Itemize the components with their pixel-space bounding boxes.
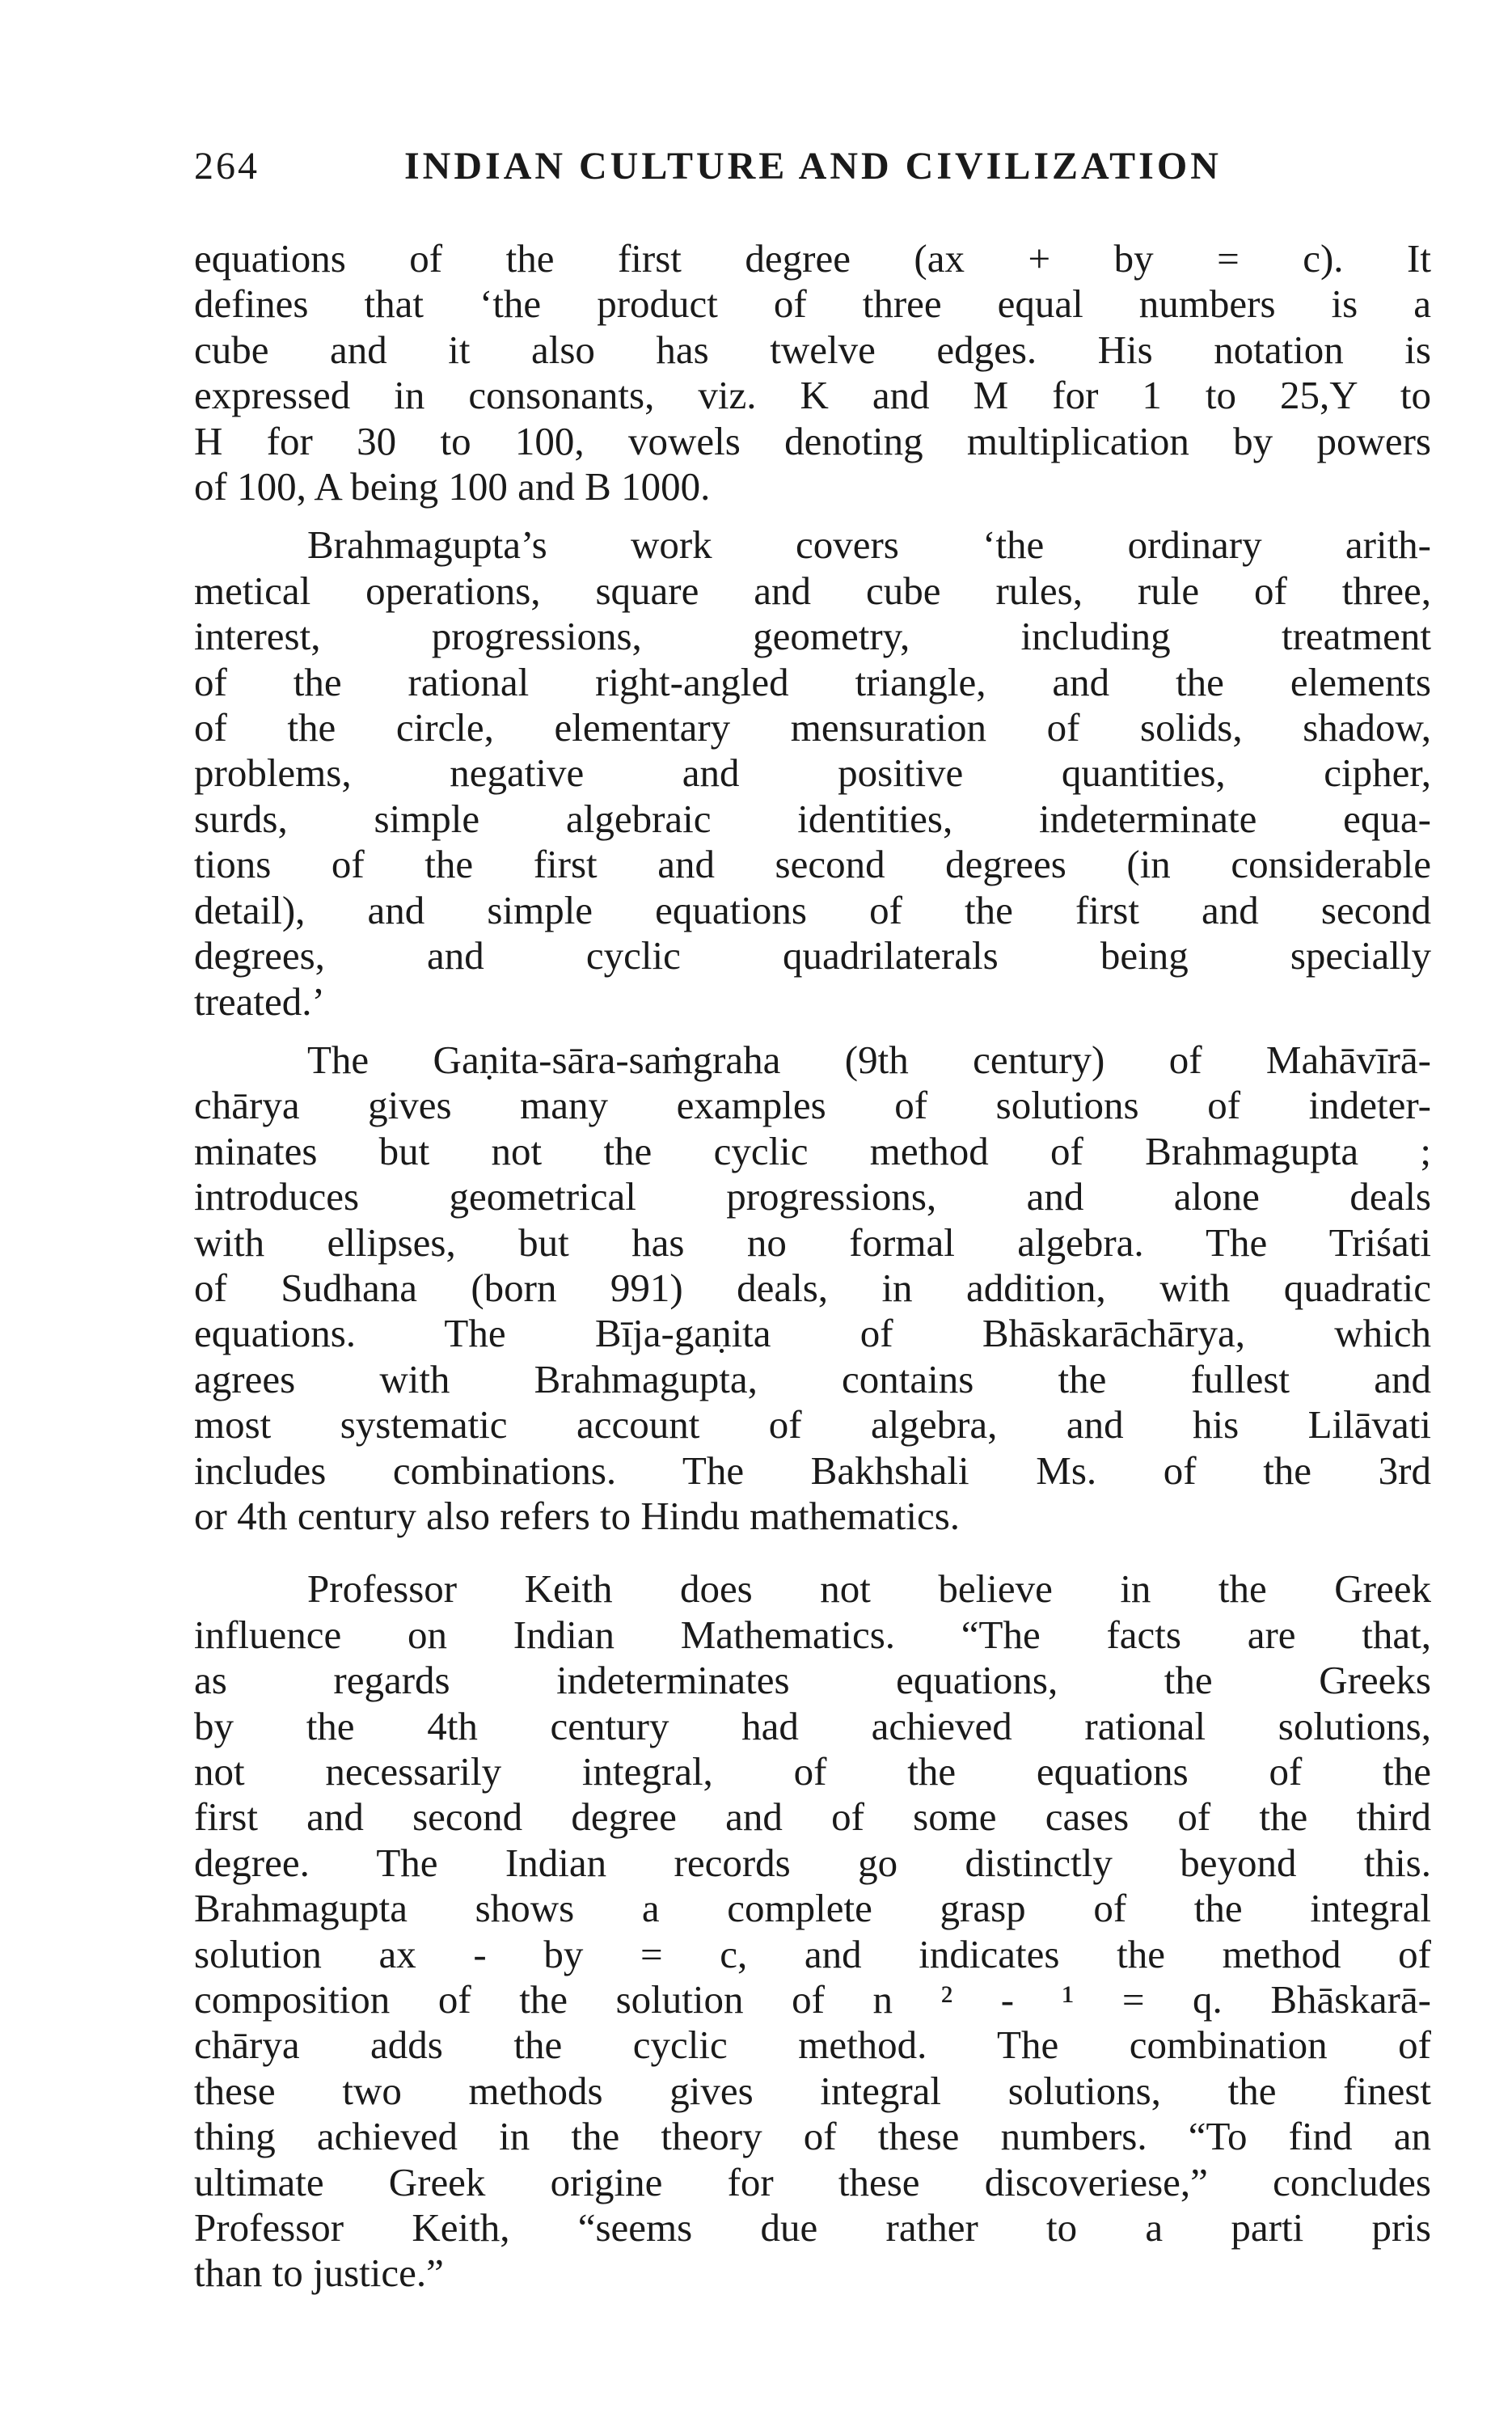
- text-line: Brahmagupta shows a complete grasp of the integral: [194, 1886, 1431, 1931]
- text-line: Brahmagupta’s work covers ‘the ordinary arith-: [307, 522, 1431, 568]
- paragraph: [194, 522, 1431, 1024]
- text-line: agrees with Brahmagupta, contains the fullest and: [194, 1356, 1431, 1401]
- text-line: Professor Keith does not believe in the Greek: [307, 1566, 1431, 1612]
- text-line: treated.’: [194, 978, 325, 1024]
- text-line: cube and it also has twelve edges. His notation is: [194, 327, 1431, 372]
- text-line: degree. The Indian records go distinctly beyond this.: [194, 1840, 1431, 1885]
- text-line: chārya adds the cyclic method. The combination of: [194, 2022, 1431, 2068]
- text-line: than to justice.”: [194, 2251, 444, 2296]
- text-line: ultimate Greek origine for these discoveriese,” concludes: [194, 2159, 1431, 2204]
- text-line: interest, progressions, geometry, including treatment: [194, 614, 1431, 659]
- text-line: expressed in consonants, viz. K and M for 1 to 25,Y to: [194, 373, 1431, 418]
- running-title: INDIAN CULTURE AND CIVILIZATION: [404, 145, 1222, 188]
- text-line: composition of the solution of n ² - ¹ = q. Bhāskarā-: [194, 1977, 1431, 2022]
- text-line: or 4th century also refers to Hindu mathematics.: [194, 1493, 961, 1538]
- text-line: degrees, and cyclic quadrilaterals being specially: [194, 933, 1431, 978]
- text-line: metical operations, square and cube rules, rule of three,: [194, 568, 1431, 613]
- page-header: [194, 144, 1431, 201]
- text-line: Professor Keith, “seems due rather to a parti pris: [194, 2205, 1431, 2251]
- text-line: of Sudhana (born 991) deals, in addition, with quadratic: [194, 1265, 1431, 1310]
- text-line: not necessarily integral, of the equations of the: [194, 1749, 1431, 1794]
- text-line: with ellipses, but has no formal algebra. The Triśati: [194, 1219, 1431, 1265]
- paragraph: [194, 1566, 1431, 2297]
- text-line: solution ax - by = c, and indicates the method of: [194, 1931, 1431, 1976]
- page-number: 264: [194, 145, 260, 188]
- text-line: by the 4th century had achieved rational solutions,: [194, 1703, 1431, 1748]
- text-line: includes combinations. The Bakhshali Ms. of the 3rd: [194, 1448, 1431, 1493]
- text-line: as regards indeterminates equations, the Greeks: [194, 1658, 1431, 1703]
- text-line: chārya gives many examples of solutions of indeter-: [194, 1083, 1431, 1128]
- text-line: equations. The Bīja-gaṇita of Bhāskarāchārya, which: [194, 1311, 1431, 1356]
- page-body: [194, 236, 1431, 2297]
- text-line: defines that ‘the product of three equal numbers is a: [194, 281, 1431, 327]
- text-line: detail), and simple equations of the first and second: [194, 887, 1431, 932]
- text-line: of the circle, elementary mensuration of solids, shadow,: [194, 705, 1431, 750]
- text-line: first and second degree and of some cases of the third: [194, 1794, 1431, 1840]
- text-line: most systematic account of algebra, and his Lilāvati: [194, 1402, 1431, 1448]
- text-line: minates but not the cyclic method of Brahmagupta ;: [194, 1128, 1431, 1173]
- text-line: of 100, A being 100 and B 1000.: [194, 464, 711, 509]
- paragraph: [194, 236, 1431, 509]
- text-line: these two methods gives integral solutions, the finest: [194, 2068, 1431, 2113]
- text-line: thing achieved in the theory of these numbers. “To find an: [194, 2114, 1431, 2159]
- text-line: of the rational right-angled triangle, and the elements: [194, 659, 1431, 704]
- text-line: surds, simple algebraic identities, indeterminate equa-: [194, 796, 1431, 841]
- text-line: tions of the first and second degrees (in considerable: [194, 842, 1431, 887]
- text-line: H for 30 to 100, vowels denoting multiplication by powers: [194, 418, 1431, 463]
- text-line: equations of the first degree (ax + by = c). It: [194, 236, 1431, 281]
- paragraph: [194, 1038, 1431, 1539]
- text-line: influence on Indian Mathematics. “The facts are that,: [194, 1612, 1431, 1657]
- text-line: introduces geometrical progressions, and alone deals: [194, 1174, 1431, 1219]
- text-line: The Gaṇita-sāra-saṁgraha (9th century) of Mahāvīrā-: [307, 1037, 1431, 1082]
- text-line: problems, negative and positive quantities, cipher,: [194, 750, 1431, 796]
- book-page: [194, 144, 1431, 2297]
